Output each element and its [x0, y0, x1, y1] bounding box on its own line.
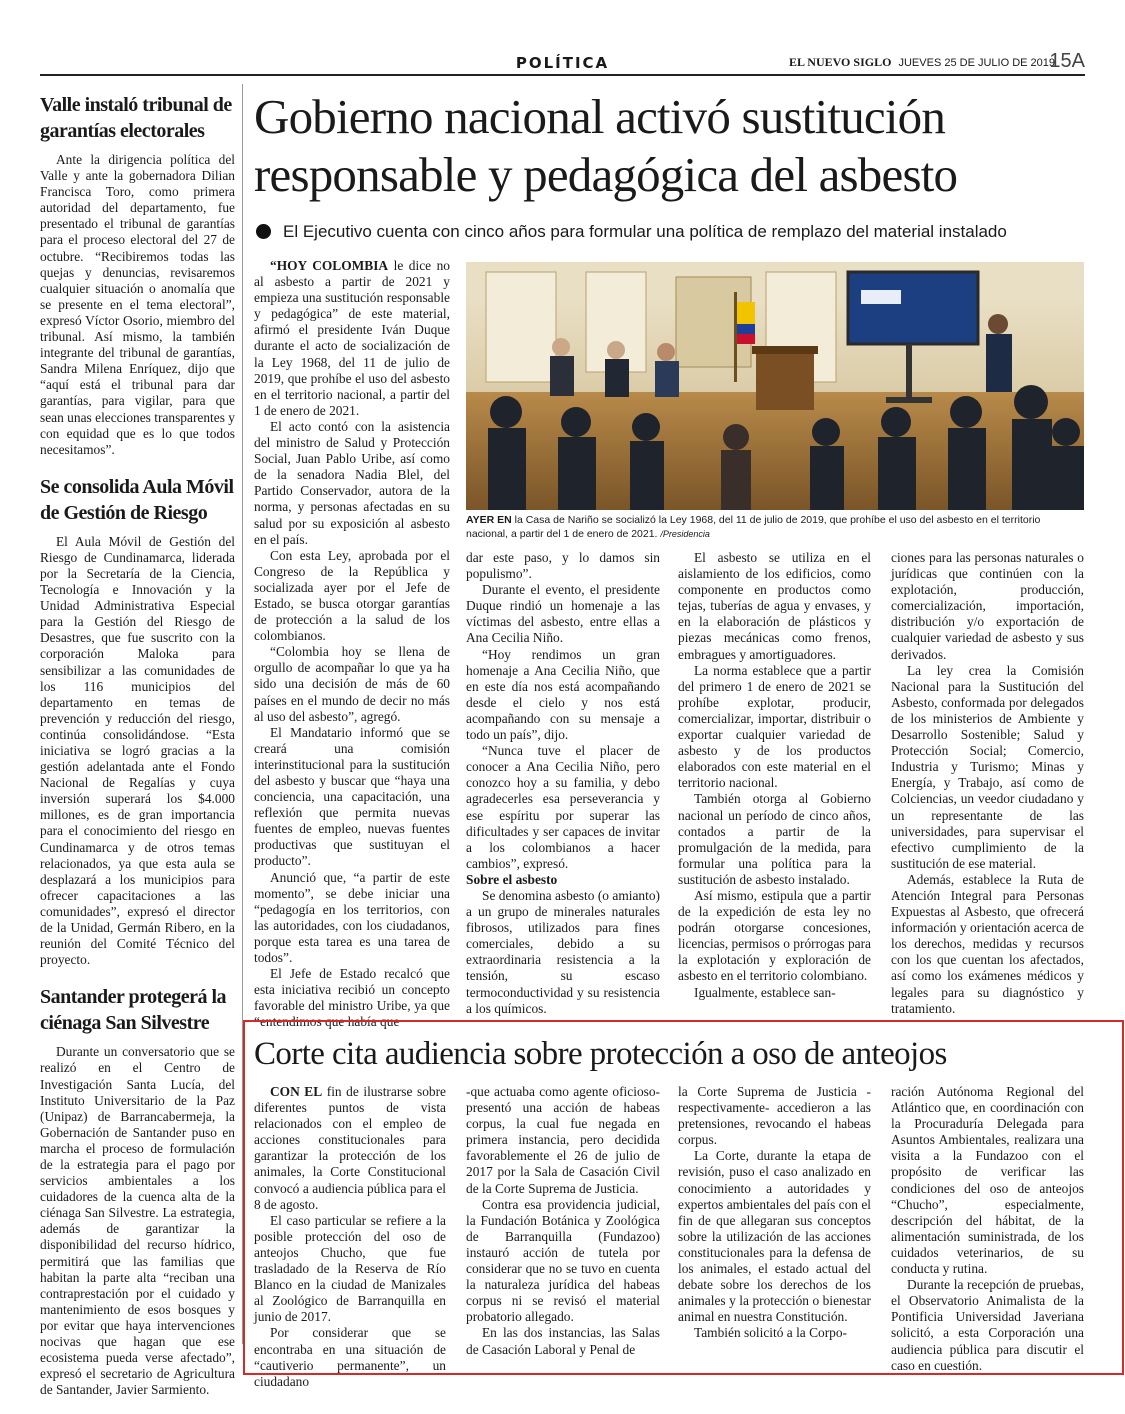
sidebar-story-body [40, 534, 235, 969]
lead-in: CON EL [270, 1084, 323, 1099]
paragraph: Por considerar que se encontraba en una situación de “cautiverio permanente”, un ciudadano [254, 1325, 446, 1389]
sidebar [40, 92, 235, 1414]
photo-caption [466, 513, 1084, 541]
paragraph: La ley crea la Comisión Nacional para la Sustitución del Asbesto, conformada por delegados de los ministerios de Ambiente y Desarrollo Sostenible; Salud y Protección Social; Comercio, Industria y Turismo; Minas y Energía, y Trabajo, así como de Colciencias, un veedor ciudadano y un representante de las universidades, para supervisar el efectivo cumplimiento de la sustitución de ese material. [891, 662, 1084, 871]
deck-text: El Ejecutivo cuenta con cinco años para formular una política de remplazo del material instalado [283, 222, 1007, 241]
bullet-icon [256, 224, 271, 239]
paragraph: El asbesto se utiliza en el aislamiento de los edificios, como componente en productos como tejas, tuberías de agua y envases, y en la elaboración de plásticos y piezas mecánicas como frenos, embragues y amortiguadores. [678, 550, 871, 662]
paragraph: Con esta Ley, aprobada por el Congreso de la República y socializada ayer por el Jefe de Estado, se busca otorgar garantías de protección a la salud de los colombianos. [254, 547, 450, 644]
paragraph: “Colombia hoy se llena de orgullo de acompañar lo que ya ha sido una decisión de más de 60 países en el mundo de decir no más al uso del asbesto”, agregó. [254, 644, 450, 724]
paragraph: El Aula Móvil de Gestión del Riesgo de Cundinamarca, liderada por la Secretaría de la Ciencia, Tecnología e Innovación y la Unidad Administrativa Especial para la Gestión del Riesgo de Desastres, que fue suscrito con la corporación Maloka para sensibilizar a las comunidades de los 116 municipios del departamento en temas de prevención y reducción del riesgo, continúa consolidándose. “Esta iniciativa se logró gracias a la gestión adelantada ante el Fondo Nacional de Regalías y cuya inversión superará los $4.000 millones, es de gran importancia para el conocimiento del riesgo en Cundinamarca y de otros temas relacionados, ya que esta aula se desplazará a los municipios para ofrecer capacitaciones a las comunidades”, expresó el director de la Unidad, Germán Ribero, en la reunión del Comité Técnico del proyecto. [40, 533, 235, 968]
section-label: POLÍTICA [515, 54, 610, 72]
paragraph: “Hoy rendimos un gran homenaje a Ana Cecilia Niño, que en este día nos está acompañando desde el cielo y nos está acompañando con su mensaje a todo un país”, dijo. [466, 646, 660, 743]
sidebar-story-aula-movil [40, 474, 235, 969]
paragraph: Anunció que, “a partir de este momento”, se debe iniciar una “pedagogía en los territorios, con las autoridades, con los ciudadanos, porque esta tarea es una tarea de todos”. [254, 869, 450, 966]
main-deck [256, 222, 1086, 242]
paragraph: Además, establece la Ruta de Atención Integral para Personas Expuestas al Asbesto, que ofrecerá información y orientación acerca de los derechos, medidas y recursos con los que cuentan los afectados, así como los exámenes médicos y legales para su diagnóstico y tratamiento. [891, 871, 1084, 1016]
paragraph: El acto contó con la asistencia del ministro de Salud y Protección Social, Juan Pablo Uribe, así como de la senadora Nadia Blel, del Partido Conservador, autora de la norma, y personas afectadas en su salud por su exposición al asbesto en el país. [254, 418, 450, 547]
paragraph: Durante el evento, el presidente Duque rindió un homenaje a las víctimas del asbesto, entre ellas a Ana Cecilia Niño. [466, 582, 660, 646]
photo-illustration [466, 262, 1084, 510]
sidebar-story-title: Valle instaló tribunal de garantías electorales [40, 94, 232, 142]
sidebar-story-valle [40, 92, 235, 458]
paragraph: ciones para las personas naturales o jurídicas que continúen con la explotación, producción, comercialización, importación, distribución y/o exportación de cualquier variedad de asbesto y sus derivados. [891, 550, 1084, 662]
sidebar-story-body [40, 152, 235, 458]
subhead: Sobre el asbesto [466, 871, 558, 887]
boxed-column-1 [254, 1084, 446, 1390]
paragraph: El caso particular se refiere a la posible protección del oso de anteojos Chucho, que fue trasladado de la Reserva de Río Blanco en la ciudad de Manizales al Zoológico de Barranquilla en junio de 2017. [254, 1212, 446, 1325]
paragraph: El Jefe de Estado recalcó que esta iniciativa recibió un concepto favorable del ministro Uribe, ya que “entendimos que había que [254, 966, 450, 1030]
paragraph: Ante la dirigencia política del Valle y ante la gobernadora Dilian Francisca Toro, como primera autoridad del departamento, fue presentado el tribunal de garantías para el proceso electoral del 27 de octubre. “Recibiremos todas las quejas y denuncias, revisaremos cualquier situación o anomalía que se presente en el tema electoral”, expresó Víctor Osorio, miembro del tribunal. Así mismo, la también integrante del tribunal de garantías, Sandra Milena Enríquez, dijo que “aquí está el tribunal para dar garantías, para vigilar, para que sean unas elecciones transparentes y con equidad que es lo que todos necesitamos”. [40, 152, 235, 457]
paragraph: Durante la recepción de pruebas, el Observatorio Animalista de la Pontificia Universidad Javeriana solicitó, a esta Corporación una audiencia pública para discutir el caso en cuestión. [891, 1277, 1084, 1373]
main-column-3 [678, 550, 871, 1001]
main-column-2 [466, 550, 660, 1017]
boxed-column-4 [891, 1084, 1084, 1374]
paragraph [254, 258, 450, 419]
paragraph: También solicitó a la Corpo- [694, 1325, 848, 1341]
main-column-1 [254, 258, 450, 1031]
sidebar-story-title: Se consolida Aula Móvil de Gestión de Riesgo [40, 475, 234, 524]
main-headline: Gobierno nacional activó sustitución responsable y pedagógica del asbesto [254, 89, 958, 202]
paragraph [254, 1084, 446, 1213]
boxed-column-2 [466, 1084, 660, 1358]
page-number: 15A [1049, 50, 1085, 72]
caption-lead: AYER EN [466, 514, 512, 526]
paper-name: EL NUEVO SIGLO [788, 55, 892, 69]
paragraph: la Corte Suprema de Justicia -respectivamente- accedieron a las pretensiones, revocando el habeas corpus. [678, 1084, 871, 1148]
paragraph: La norma establece que a partir del primero 1 de enero de 2021 se prohíbe explotar, producir, comercializar, importar, distribuir o exportar cualquier variedad de asbesto y de los productos elaborados con este material en el territorio nacional. [678, 662, 871, 791]
photo-credit: /Presidencia [660, 529, 710, 539]
caption-text: la Casa de Nariño se socializó la Ley 1968, del 11 de julio de 2019, que prohíbe el uso del asbesto en el territorio nacional, a partir del 1 de enero de 2021. [466, 514, 1041, 540]
news-photo [466, 262, 1084, 510]
sidebar-story-title: Santander protegerá la ciénaga San Silvestre [40, 986, 227, 1035]
header-rule [40, 74, 1085, 76]
paragraph: En las dos instancias, las Salas de Casación Laboral y Penal de [466, 1325, 660, 1357]
lead-text: le dice no al asbesto a partir de 2021 y empieza una sustitución responsable y pedagógica” de este material, afirmó el presidente Iván Duque durante el acto de socialización de la Ley 1968, del 11 de julio de 2019, que prohíbe el uso del asbesto en el territorio nacional, a partir del 1 de enero de 2021. [254, 258, 451, 418]
lead-in: “HOY COLOMBIA [270, 258, 389, 273]
paragraph: Contra esa providencia judicial, la Fundación Botánica y Zoológica de Barranquilla (Fundazoo) instauró acción de tutela por considerar que no se tuvo en cuenta la naturaleza jurídica del habeas corpus ni se revisó el material probatorio allegado. [466, 1196, 660, 1325]
boxed-story-headline: Corte cita audiencia sobre protección a oso de anteojos [254, 1036, 947, 1072]
paragraph: También otorga al Gobierno nacional un período de cinco años, contados a partir de la promulgación de la medida, para formular una política para la sustitución de asbesto instalado. [678, 791, 871, 887]
issue-date: JUEVES 25 DE JULIO DE 2019 [898, 57, 1055, 69]
boxed-column-3 [678, 1084, 871, 1342]
lead-text: fin de ilustrarse sobre diferentes puntos de vista relacionados con el empleo de acciones constitucionales para garantizar la protección de los animales, la Corte Constitucional convocó a audiencia pública para el 8 de agosto. [254, 1084, 447, 1212]
paragraph: La Corte, durante la etapa de revisión, puso el caso analizado en conocimiento a autoridades y expertos ambientales del país con el fin de que allegaran sus conceptos sobre la utilización de las acciones constitucionales para la defensa de los animales, el estado actual del debate sobre los derechos de los animales y la protección o bienestar animal en nuestra Constitución. [678, 1148, 871, 1325]
sidebar-story-santander [40, 984, 235, 1398]
masthead [789, 55, 1055, 70]
paragraph: dar este paso, y lo damos sin populismo”. [466, 550, 660, 582]
paragraph: Así mismo, estipula que a partir de la expedición de esta ley no podrán otorgarse concesiones, licencias, permisos o prórrogas para la explotación y exploración de asbesto en el territorio colombiano. [678, 887, 871, 984]
paragraph: Durante un conversatorio que se realizó en el Centro de Investigación Santa Lucía, del Instituto Universitario de la Paz (Unipaz) de Barrancabermeja, la Gobernación de Santander puso en marcha el proceso de formulación de la estrategia para el pago por servicios ambientales a los cuidadores de la cuenca alta de la ciénaga San Silvestre. La estrategia, además de garantizar la disponibilidad del recurso hídrico, permitirá que las familias que habitan la parte alta “reciban una contraprestación por el cuidado y mantenimiento de esos bosques y por evitar que haya intervenciones nocivas que hagan que ese ecosistema pueda verse afectado”, expresó el secretario de Agricultura de Santander, Javier Sarmiento. [40, 1044, 235, 1398]
main-column-4 [891, 550, 1084, 1017]
paragraph: ración Autónoma Regional del Atlántico que, en coordinación con la Procuraduría Delegada para Asuntos Ambientales, realizara una visita a la Fundazoo con el propósito de verificar las condiciones del oso de anteojos “Chucho”, especialmente, descripción del hábitat, de la alimentación suministrada, de los cuidados veterinarios, de su conducta y rutina. [891, 1084, 1084, 1277]
paragraph: El Mandatario informó que se creará una comisión interinstitucional para la sustitución del asbesto y buscar que “haya una conciencia, una capacitación, una reflexión que permita nuevas fuentes de empleo, nuevas fuentes productivas que sustituyan el producto”. [254, 724, 450, 869]
sidebar-story-body [40, 1044, 235, 1398]
paragraph: Igualmente, establece san- [694, 984, 836, 1000]
paragraph: “Nunca tuve el placer de conocer a Ana Cecilia Niño, pero conozco hoy a su familia, y debo agradecerles esa perseverancia y ese espíritu por superar las dificultades y ser capaces de invitar a los colombianos a hacer cambios”, expresó. [466, 743, 660, 871]
paragraph: -que actuaba como agente oficioso- presentó una acción de habeas corpus, la cual fue negada en primera instancia, pero decidida favorablemente el 26 de julio de 2017 por la Sala de Casación Civil de la Corte Suprema de Justicia. [466, 1084, 660, 1196]
paragraph: Se denomina asbesto (o amianto) a un grupo de minerales naturales fibrosos, utilizados para fines comerciales, debido a su extraordinaria resistencia a la tensión, su escaso termoconductividad y su resistencia a los químicos. [466, 887, 660, 1016]
